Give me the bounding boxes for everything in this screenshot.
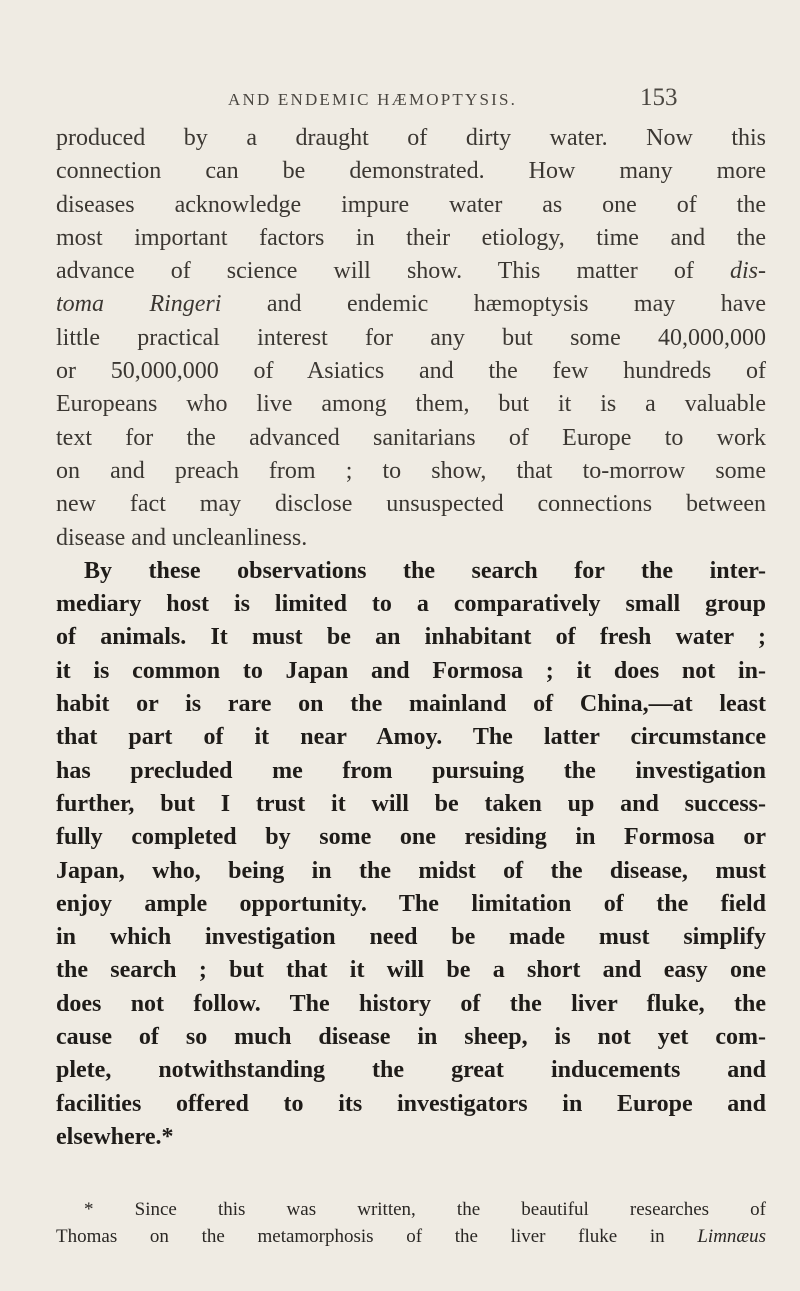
running-head bbox=[0, 84, 800, 114]
text-line: elsewhere.* bbox=[56, 1123, 174, 1150]
footnote bbox=[56, 1196, 766, 1250]
text-line: By these observations the search for the inter- bbox=[84, 557, 766, 584]
text-line: fully completed by some one residing in Formosa or bbox=[56, 824, 766, 851]
body-text bbox=[56, 122, 766, 1154]
text-line: it is common to Japan and Formosa ; it does not in- bbox=[56, 657, 766, 684]
text-line: in which investigation need be made must simplify bbox=[56, 924, 766, 951]
italic-term: dis- bbox=[730, 258, 767, 285]
text-line: or 50,000,000 of Asiatics and the few hundreds of bbox=[56, 358, 766, 385]
footnote-line: Thomas on the metamorphosis of the liver fluke in Limnæus bbox=[56, 1226, 766, 1247]
text-line: of animals. It must be an inhabitant of fresh water ; bbox=[56, 624, 766, 651]
text-line: disease and uncleanliness. bbox=[56, 524, 308, 551]
text-line: enjoy ample opportunity. The limitation of the field bbox=[56, 890, 766, 917]
text-line: habit or is rare on the mainland of China,—at least bbox=[56, 691, 766, 718]
text-line: the search ; but that it will be a short and easy one bbox=[56, 957, 766, 984]
text-line: Europeans who live among them, but it is a valuable bbox=[56, 391, 766, 418]
text-line: connection can be demonstrated. How many more bbox=[56, 158, 766, 185]
text-line: toma Ringeri and endemic hæmoptysis may have bbox=[56, 291, 766, 318]
text-line: diseases acknowledge impure water as one of the bbox=[56, 191, 766, 218]
text-line: cause of so much disease in sheep, is not yet com- bbox=[56, 1024, 766, 1051]
text-line: most important factors in their etiology, time and the bbox=[56, 224, 766, 251]
text-line: that part of it near Amoy. The latter circumstance bbox=[56, 724, 766, 751]
text-line: further, but I trust it will be taken up and success- bbox=[56, 790, 766, 817]
running-title: AND ENDEMIC HÆMOPTYSIS. bbox=[228, 90, 518, 109]
text-line: Japan, who, being in the midst of the disease, must bbox=[56, 857, 766, 884]
text-line: mediary host is limited to a comparatively small group bbox=[56, 591, 766, 618]
text-line: does not follow. The history of the liver fluke, the bbox=[56, 990, 766, 1017]
text-line: has precluded me from pursuing the investigation bbox=[56, 757, 766, 784]
text-line: produced by a draught of dirty water. Now this bbox=[56, 125, 766, 151]
italic-term: toma Ringeri bbox=[56, 291, 222, 318]
page-number: 153 bbox=[640, 84, 678, 111]
text-line: new fact may disclose unsuspected connections between bbox=[56, 491, 766, 518]
text-line: facilities offered to its investigators in Europe and bbox=[56, 1090, 766, 1117]
italic-term: Limnæus bbox=[697, 1226, 766, 1247]
text-line: plete, notwithstanding the great inducements and bbox=[56, 1057, 766, 1084]
text-line: text for the advanced sanitarians of Europe to work bbox=[56, 424, 766, 451]
text-line: little practical interest for any but some 40,000,000 bbox=[56, 324, 766, 351]
footnote-line: * Since this was written, the beautiful researches of bbox=[84, 1199, 766, 1220]
text-line: advance of science will show. This matter of dis- bbox=[56, 258, 767, 285]
text-line: on and preach from ; to show, that to-morrow some bbox=[56, 457, 766, 484]
